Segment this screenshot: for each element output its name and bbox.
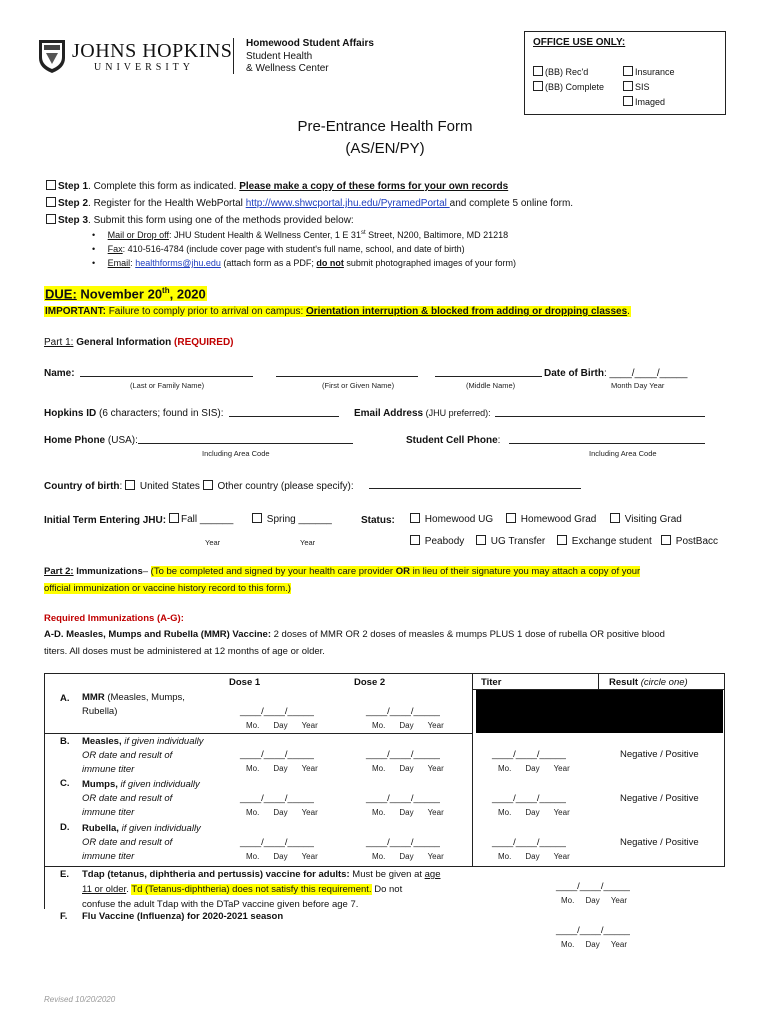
office-item-imaged[interactable]: Imaged bbox=[623, 96, 665, 107]
result-b[interactable]: Negative / Positive bbox=[620, 749, 699, 760]
tdap-date-caption: Mo. Day Year bbox=[561, 896, 627, 905]
row-d-titer-date-field[interactable]: ____/____/_____ bbox=[492, 837, 566, 848]
row-b-dose2-date-field[interactable]: ____/____/_____ bbox=[366, 749, 440, 760]
dept-line3: & Wellness Center bbox=[246, 63, 329, 74]
country-other-checkbox[interactable] bbox=[203, 480, 213, 490]
row-c-dose1-date-caption: Mo. Day Year bbox=[246, 808, 318, 817]
row-d-label: Rubella, if given individually OR date and result of immune titer bbox=[82, 823, 201, 862]
first-name-caption: (First or Given Name) bbox=[322, 381, 395, 390]
header-dose1: Dose 1 bbox=[229, 677, 261, 688]
step-2-checkbox[interactable] bbox=[46, 197, 56, 207]
term-spring[interactable]: Spring ______ bbox=[252, 513, 332, 525]
email-link[interactable]: healthforms@jhu.edu bbox=[135, 258, 221, 268]
middle-name-field[interactable] bbox=[435, 366, 542, 377]
row-c-letter: C. bbox=[60, 778, 70, 789]
spring-year-caption: Year bbox=[300, 538, 316, 547]
home-area-caption: Including Area Code bbox=[202, 449, 270, 458]
dept-line1: Homewood Student Affairs bbox=[246, 38, 374, 49]
row-c-dose1-date-field[interactable]: ____/____/_____ bbox=[240, 793, 314, 804]
last-name-caption: (Last or Family Name) bbox=[130, 381, 205, 390]
term-fall[interactable]: Fall ______ bbox=[169, 513, 233, 525]
status-visiting-grad[interactable]: Visiting Grad bbox=[610, 513, 682, 525]
row-f-label: Flu Vaccine (Influenza) for 2020-2021 season bbox=[82, 911, 284, 922]
part1-heading: Part 1: General Information (REQUIRED) bbox=[44, 337, 234, 348]
row-c-titer-date-caption: Mo. Day Year bbox=[498, 808, 570, 817]
first-name-field[interactable] bbox=[276, 366, 418, 377]
row-d-dose1-date-field[interactable]: ____/____/_____ bbox=[240, 837, 314, 848]
middle-name-caption: (Middle Name) bbox=[466, 381, 516, 390]
row-a-label: MMR (Measles, Mumps, Rubella) bbox=[82, 692, 185, 717]
portal-link[interactable]: http://www.shwcportal.jhu.edu/PyramedPortal bbox=[245, 198, 450, 209]
country-row: Country of birth: United States Other country (please specify): bbox=[44, 481, 354, 492]
term-label: Initial Term Entering JHU: bbox=[44, 515, 167, 526]
header-dose2: Dose 2 bbox=[354, 677, 386, 688]
method-mail: • Mail or Drop off: JHU Student Health & Wellness Center, 1 E 31st Street, N200, Baltimore, MD 21218 bbox=[92, 230, 509, 240]
step-2: Step 2. Register for the Health WebPortal http://www.shwcportal.jhu.edu/PyramedPortal and complete 5 online form. bbox=[46, 197, 573, 209]
row-c-dose2-date-field[interactable]: ____/____/_____ bbox=[366, 793, 440, 804]
required-immunizations-title: Required Immunizations (A-G): bbox=[44, 613, 184, 624]
row-c-dose2-date-caption: Mo. Day Year bbox=[372, 808, 444, 817]
step-3: Step 3. Submit this form using one of the methods provided below: bbox=[46, 214, 354, 226]
status-homewood-ug[interactable]: Homewood UG bbox=[410, 513, 493, 525]
row-c-titer-date-field[interactable]: ____/____/_____ bbox=[492, 793, 566, 804]
home-phone-label: Home Phone (USA): bbox=[44, 435, 138, 446]
dob-field[interactable]: Date of Birth: ____/____/_____ bbox=[544, 368, 688, 379]
status-homewood-grad[interactable]: Homewood Grad bbox=[506, 513, 596, 525]
dob-caption: Month Day Year bbox=[611, 381, 665, 390]
method-email: • Email: healthforms@jhu.edu (attach form as a PDF; do not submit photographed images of your form) bbox=[92, 258, 516, 268]
status-ug-transfer[interactable]: UG Transfer bbox=[476, 535, 545, 547]
row-d-dose2-date-caption: Mo. Day Year bbox=[372, 852, 444, 861]
part2-heading: Part 2: Immunizations– (To be completed and signed by your health care provider OR in lieu of their signature you may attach a copy of your bbox=[44, 566, 641, 577]
header-result: Result (circle one) bbox=[609, 677, 688, 688]
hopkins-id-label: Hopkins ID (6 characters; found in SIS): bbox=[44, 408, 224, 419]
row-b-label: Measles, if given individually OR date and result of immune titer bbox=[82, 736, 204, 775]
fall-year-caption: Year bbox=[205, 538, 221, 547]
country-other-field[interactable] bbox=[369, 478, 581, 489]
status-exchange[interactable]: Exchange student bbox=[557, 535, 652, 547]
office-item-complete[interactable]: (BB) Complete bbox=[533, 81, 604, 92]
row-b-dose2-date-caption: Mo. Day Year bbox=[372, 764, 444, 773]
row-a-letter: A. bbox=[60, 693, 70, 704]
logo-name: JOHNS HOPKINS bbox=[72, 40, 233, 62]
cell-phone-label: Student Cell Phone: bbox=[406, 435, 501, 446]
logo-sub: UNIVERSITY bbox=[94, 62, 194, 73]
row-a-dose1-date-caption: Mo. Day Year bbox=[246, 721, 318, 730]
hopkins-id-field[interactable] bbox=[229, 406, 339, 417]
office-item-insurance[interactable]: Insurance bbox=[623, 66, 675, 77]
row-b-letter: B. bbox=[60, 736, 70, 747]
result-d[interactable]: Negative / Positive bbox=[620, 837, 699, 848]
row-d-dose1-date-caption: Mo. Day Year bbox=[246, 852, 318, 861]
row-d-letter: D. bbox=[60, 822, 70, 833]
mmr-description: A-D. Measles, Mumps and Rubella (MMR) Vaccine: 2 doses of MMR OR 2 doses of measles & mumps PLUS 1 dose of rubella OR positive blood bbox=[44, 629, 665, 640]
flu-date-caption: Mo. Day Year bbox=[561, 940, 627, 949]
flu-date-field[interactable]: ____/____/_____ bbox=[556, 925, 630, 936]
email-field[interactable] bbox=[495, 406, 705, 417]
office-item-rec[interactable]: (BB) Rec'd bbox=[533, 66, 588, 77]
tdap-date-field[interactable]: ____/____/_____ bbox=[556, 881, 630, 892]
row-b-dose1-date-caption: Mo. Day Year bbox=[246, 764, 318, 773]
office-use-title: OFFICE USE ONLY: bbox=[533, 37, 626, 48]
name-label: Name: bbox=[44, 368, 75, 379]
email-label: Email Address (JHU preferred): bbox=[354, 408, 491, 419]
row-b-dose1-date-field[interactable]: ____/____/_____ bbox=[240, 749, 314, 760]
row-e-label: Tdap (tetanus, diphtheria and pertussis) vaccine for adults: Must be given at age 11 or older. Td (Tetanus-diphtheria) does not satisfy this requirement. Do not confuse the adult Tdap with the DTaP vaccine given before age 7. bbox=[82, 869, 441, 910]
row-c-label: Mumps, if given individually OR date and result of immune titer bbox=[82, 779, 200, 818]
home-phone-field[interactable] bbox=[138, 433, 353, 444]
page-title: Pre-Entrance Health Form (AS/EN/PY) bbox=[297, 118, 473, 157]
row-b-titer-date-caption: Mo. Day Year bbox=[498, 764, 570, 773]
status-label: Status: bbox=[361, 515, 395, 526]
status-postbacc[interactable]: PostBacc bbox=[661, 535, 718, 547]
header-titer: Titer bbox=[481, 677, 502, 688]
step-1: Step 1. Complete this form as indicated. Please make a copy of these forms for your own records bbox=[46, 180, 508, 192]
office-item-sis[interactable]: SIS bbox=[623, 81, 650, 92]
country-us-checkbox[interactable] bbox=[125, 480, 135, 490]
part2-note: official immunization or vaccine history record to this form.) bbox=[44, 583, 291, 594]
row-a-dose2-date-field[interactable]: ____/____/_____ bbox=[366, 706, 440, 717]
cell-phone-field[interactable] bbox=[509, 433, 705, 444]
row-e-letter: E. bbox=[60, 869, 69, 880]
row-d-titer-date-caption: Mo. Day Year bbox=[498, 852, 570, 861]
header-divider bbox=[233, 38, 234, 74]
result-c[interactable]: Negative / Positive bbox=[620, 793, 699, 804]
method-fax: • Fax: 410-516-4784 (include cover page with student's full name, school, and date of birth) bbox=[92, 244, 465, 254]
mmr-description-2: titers. All doses must be administered at 12 months of age or older. bbox=[44, 646, 325, 657]
due-date: DUE: November 20th, 2020 bbox=[45, 286, 206, 302]
jhu-shield-icon bbox=[37, 38, 67, 74]
step-1-checkbox[interactable] bbox=[46, 180, 56, 190]
row-b-titer-date-field[interactable]: ____/____/_____ bbox=[492, 749, 566, 760]
revised-date: Revised 10/20/2020 bbox=[44, 995, 116, 1004]
row-a-dose2-date-caption: Mo. Day Year bbox=[372, 721, 444, 730]
dept-line2: Student Health bbox=[246, 51, 313, 62]
status-peabody[interactable]: Peabody bbox=[410, 535, 464, 547]
row-d-dose2-date-field[interactable]: ____/____/_____ bbox=[366, 837, 440, 848]
row-f-letter: F. bbox=[60, 911, 68, 922]
titer-blackout bbox=[476, 690, 723, 733]
important-note: IMPORTANT: Failure to comply prior to arrival on campus: Orientation interruption & blocked from adding or dropping classes. bbox=[45, 306, 630, 317]
row-a-dose1-date-field[interactable]: ____/____/_____ bbox=[240, 706, 314, 717]
step-3-checkbox[interactable] bbox=[46, 214, 56, 224]
cell-area-caption: Including Area Code bbox=[589, 449, 657, 458]
last-name-field[interactable] bbox=[80, 366, 253, 377]
